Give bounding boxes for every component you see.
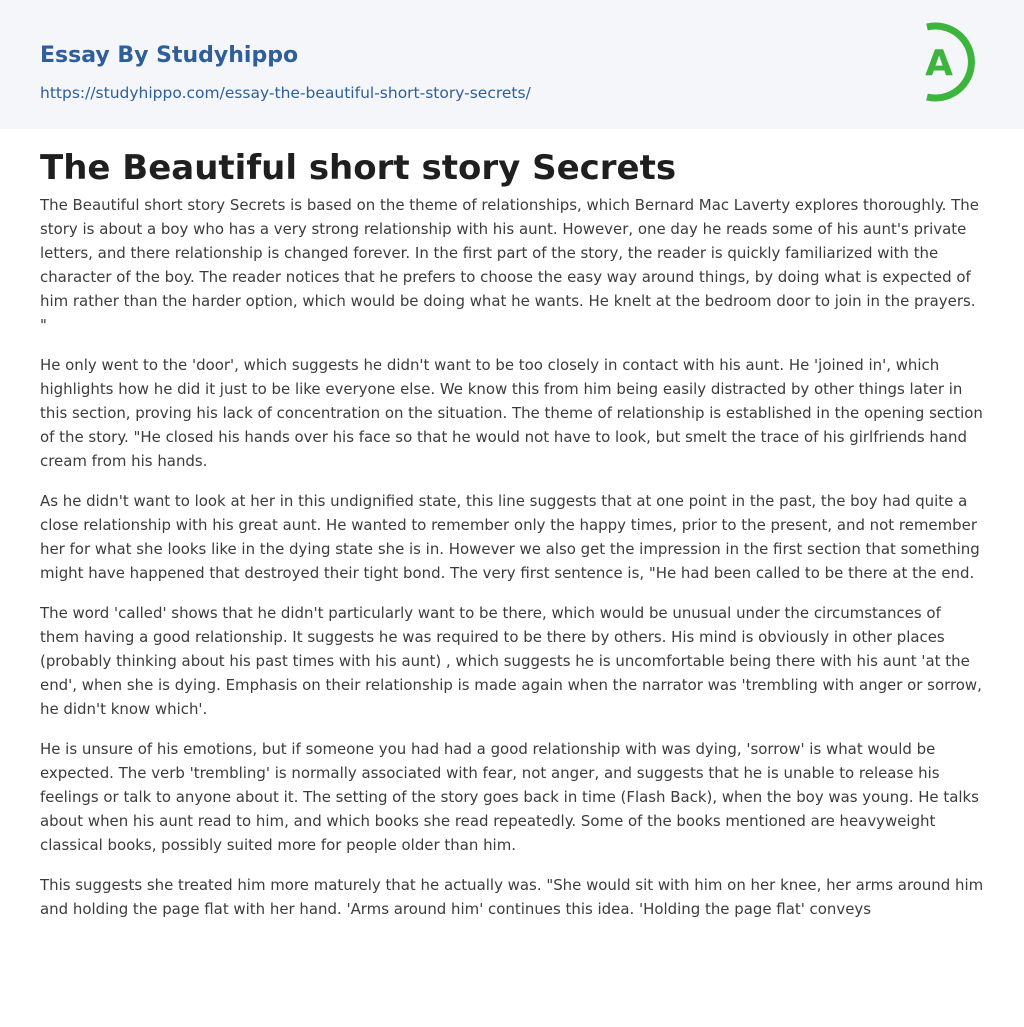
essay-paragraph: As he didn't want to look at her in this undignified state, this line suggests that at one point in the past, the boy had quite a close relationship with his great aunt. He wanted to remember only the happy times, prior to the present, and not remember her for what she looks like in the dying state she is in. However we also get the impression in the first section that something might have happened that destroyed their tight bond. The very first sentence is, "He had been called to be there at the end. bbox=[40, 492, 980, 582]
studyhippo-logo-icon[interactable] bbox=[911, 18, 987, 106]
essay-paragraph: The Beautiful short story Secrets is based on the theme of relationships, which Bernard Mac Laverty explores thoroughly. The story is about a boy who has a very strong relationship with his aunt. However, one day he reads some of his aunt's private letters, and there relationship is changed forever. In the first part of the story, the reader is quickly familiarized with the character of the boy. The reader notices that he prefers to choose the easy way around things, by doing what is expected of him rather than the harder option, which would be doing what he wants. He knelt at the bedroom door to join in the prayers. " bbox=[40, 196, 979, 334]
essay-title: The Beautiful short story Secrets bbox=[40, 148, 677, 188]
essay-paragraph: He is unsure of his emotions, but if someone you had had a good relationship with was dying, 'sorrow' is what would be expected. The verb 'trembling' is normally associated with fear, not anger, and suggests that he is unable to release his feelings or talk to anyone about it. The setting of the story goes back in time (Flash Back), when the boy was young. He talks about when his aunt read to him, and which books she read repeatedly. Some of the books mentioned are heavyweight classical books, possibly suited more for people older than him. bbox=[40, 740, 979, 854]
essay-content bbox=[0, 146, 1024, 921]
site-brand[interactable]: Essay By Studyhippo bbox=[40, 43, 299, 68]
essay-url-link[interactable]: https://studyhippo.com/essay-the-beautiful-short-story-secrets/ bbox=[40, 84, 531, 102]
essay-paragraph: The word 'called' shows that he didn't particularly want to be there, which would be unusual under the circumstances of them having a good relationship. It suggests he was required to be there by others. His mind is obviously in other places (probably thinking about his past times with his aunt) , which suggests he is uncomfortable being there with his aunt 'at the end', when she is dying. Emphasis on their relationship is made again when the narrator was 'trembling with anger or sorrow, he didn't know which'. bbox=[40, 604, 982, 718]
essay-paragraph: He only went to the 'door', which suggests he didn't want to be too closely in contact with his aunt. He 'joined in', which highlights how he did it just to be like everyone else. We know this from him being easily distracted by other things later in this section, proving his lack of concentration on the situation. The theme of relationship is established in the opening section of the story. "He closed his hands over his face so that he would not have to look, but smelt the trace of his girlfriends hand cream from his hands. bbox=[40, 356, 983, 470]
site-header bbox=[0, 0, 1024, 129]
logo-letter: A bbox=[925, 43, 953, 84]
essay-paragraph: This suggests she treated him more maturely that he actually was. "She would sit with him on her knee, her arms around him and holding the page flat with her hand. 'Arms around him' continues this idea. 'Holding the page flat' conveys bbox=[40, 876, 984, 918]
